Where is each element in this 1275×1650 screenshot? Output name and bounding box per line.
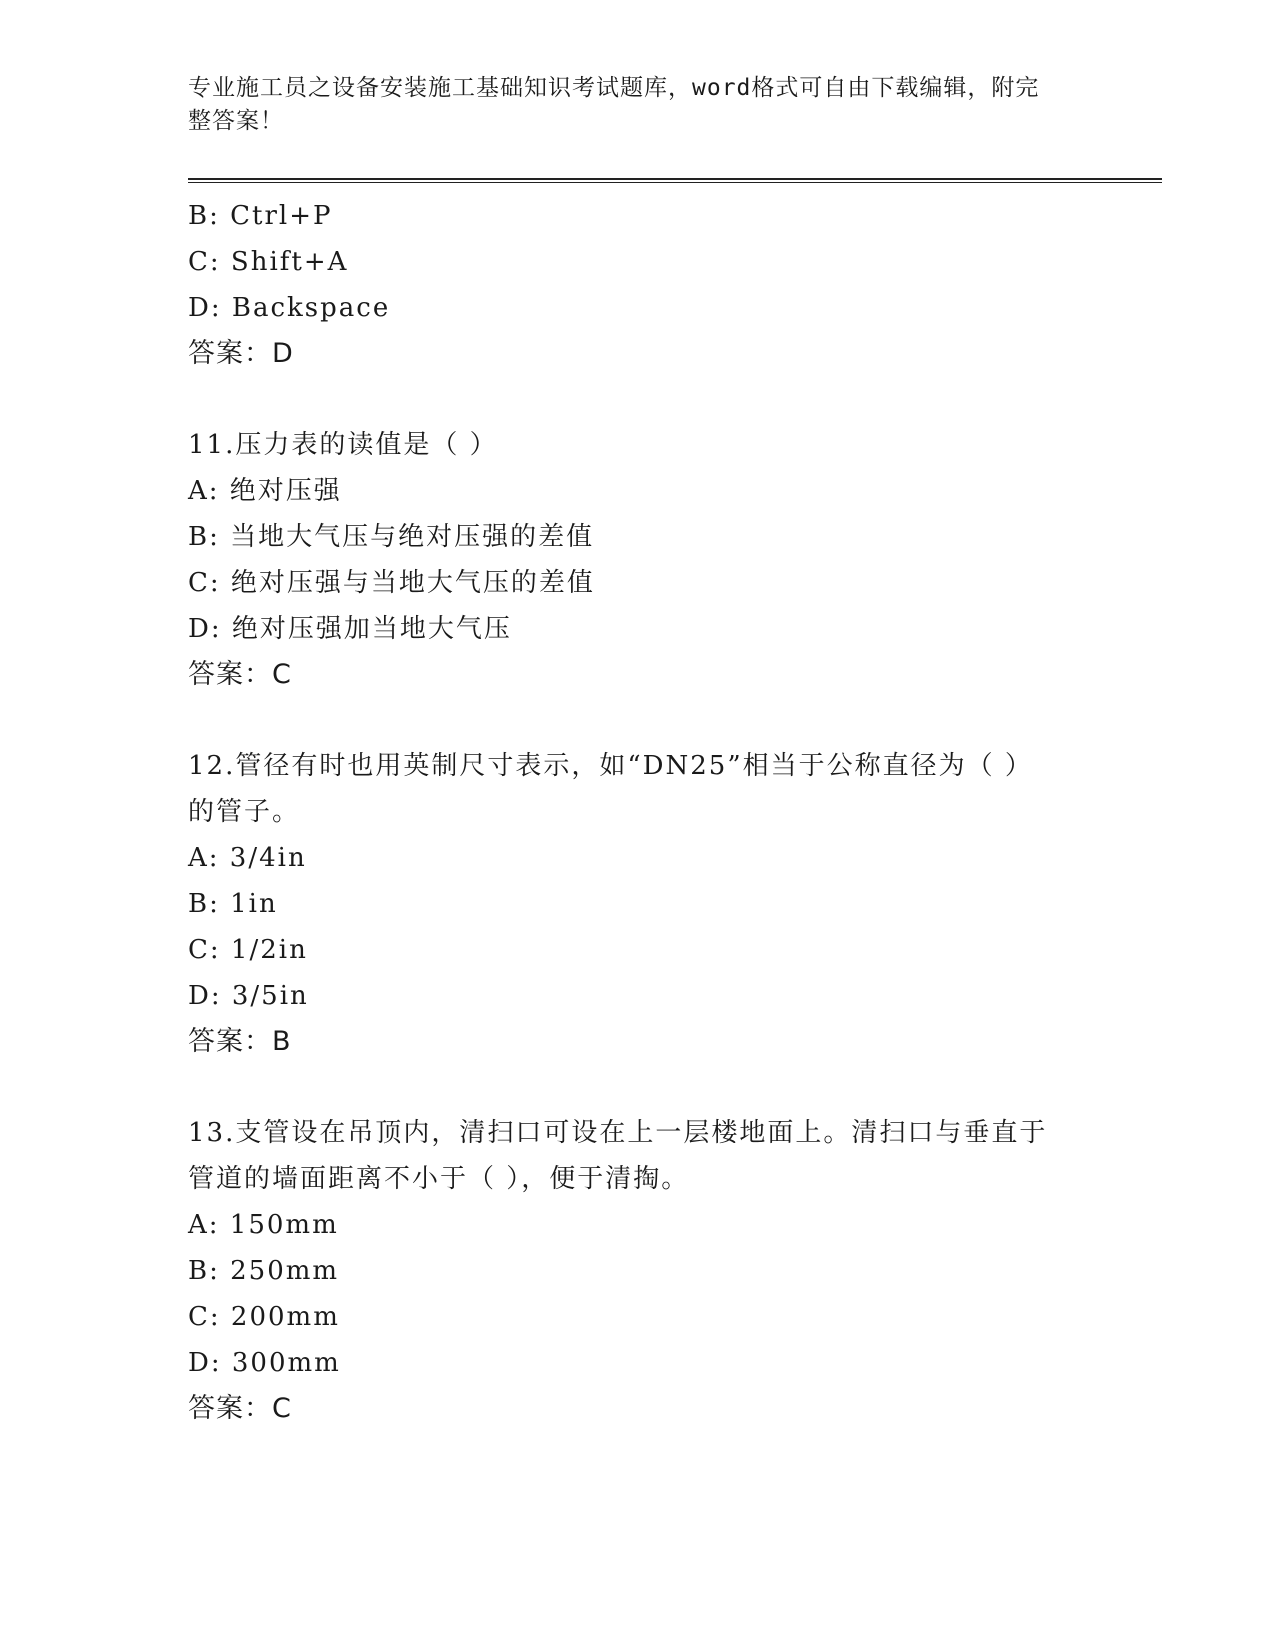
q11-option-b: B: 当地大气压与绝对压强的差值 [188,522,595,552]
q13-option-c: C: 200mm [188,1302,340,1332]
q11-stem: 11.压力表的读值是（ ） [188,430,498,460]
header-divider-thick [188,178,1162,180]
q10-answer: 答案：D [188,338,294,369]
header-line-2: 整答案！ [188,108,284,134]
q13-option-a: A: 150mm [188,1210,339,1240]
header-divider-thin [188,182,1162,183]
q11-option-d: D: 绝对压强加当地大气压 [188,614,512,644]
question-11 [188,422,1088,698]
question-13 [188,1110,1088,1432]
q12-stem-line-1: 12.管径有时也用英制尺寸表示，如“DN25”相当于公称直径为（ ） [188,751,1033,781]
q13-stem-line-2: 管道的墙面距离不小于（ ），便于清掏。 [188,1164,690,1194]
q12-option-b: B: 1in [188,889,278,919]
document-header [188,72,1088,138]
q13-answer: 答案：C [188,1393,292,1424]
header-line-1: 专业施工员之设备安装施工基础知识考试题库，word格式可自由下载编辑，附完 [188,75,1040,101]
q11-answer: 答案：C [188,659,292,690]
q12-answer: 答案：B [188,1026,292,1057]
q12-option-c: C: 1/2in [188,935,308,965]
q10-option-b: B: Ctrl+P [188,201,333,231]
spacer [188,1065,1088,1110]
q10-option-c: C: Shift+A [188,247,349,277]
spacer [188,377,1088,422]
q13-stem-line-1: 13.支管设在吊顶内，清扫口可设在上一层楼地面上。清扫口与垂直于 [188,1118,1048,1148]
q10-option-d: D: Backspace [188,293,391,323]
q12-option-d: D: 3/5in [188,981,309,1011]
q12-stem-line-2: 的管子。 [188,797,301,827]
document-body [188,193,1088,1432]
q13-option-d: D: 300mm [188,1348,341,1378]
question-12 [188,743,1088,1065]
question-10 [188,193,1088,377]
q11-option-a: A: 绝对压强 [188,476,342,506]
spacer [188,698,1088,743]
q12-option-a: A: 3/4in [188,843,307,873]
q11-option-c: C: 绝对压强与当地大气压的差值 [188,568,595,598]
q13-option-b: B: 250mm [188,1256,340,1286]
